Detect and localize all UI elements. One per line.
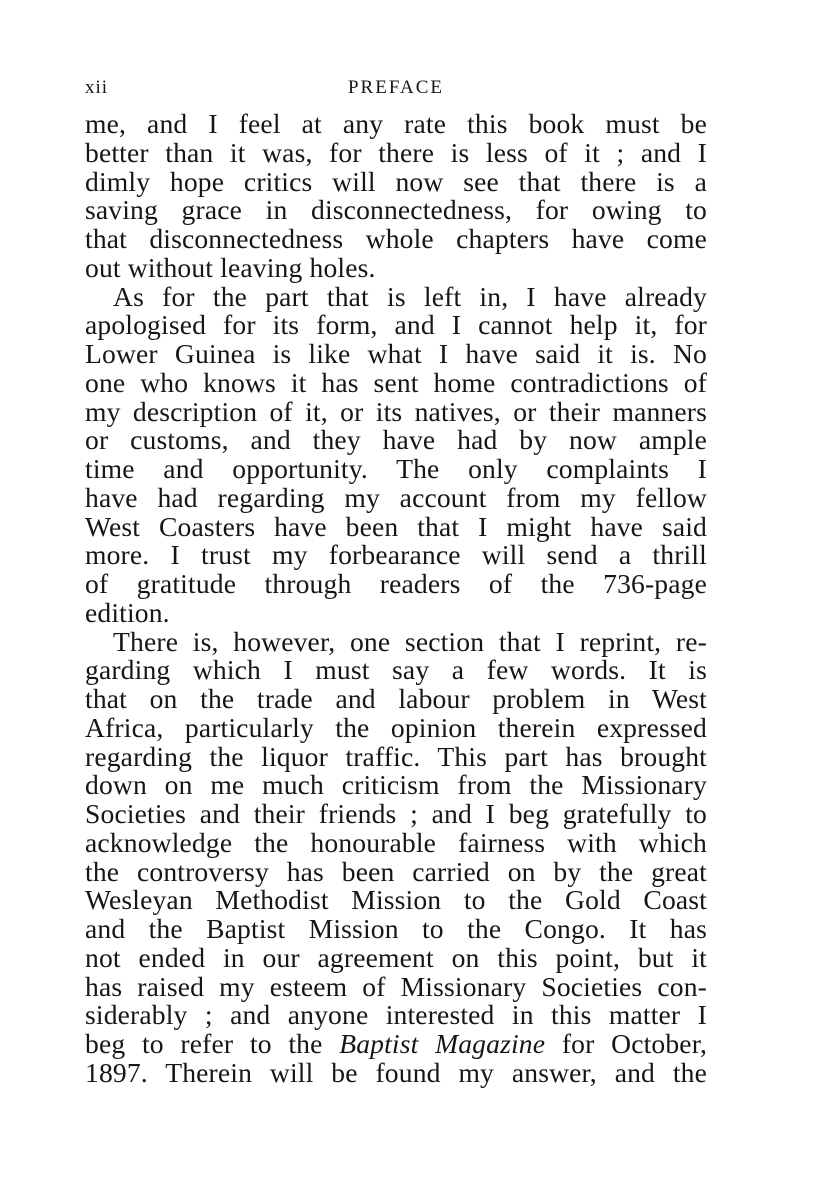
text-line: There is, however, one section that I reprint, re- <box>113 625 707 657</box>
text-line: the controversy has been carried on by the great <box>85 855 707 887</box>
text-line: saving grace in disconnectedness, for owing to <box>85 194 707 226</box>
preface-body <box>85 110 707 1088</box>
text-line: garding which I must say a few words. It is <box>85 654 707 686</box>
text-line: As for the part that is left in, I have already <box>113 280 707 312</box>
text-line: Wesleyan Methodist Mission to the Gold Coast <box>85 884 707 916</box>
text-line: acknowledge the honourable fairness with which <box>85 826 707 858</box>
text-line: that disconnectedness whole chapters have come <box>85 223 707 254</box>
text-line: not ended in our agreement on this point, but it <box>85 941 707 973</box>
italic-title: Baptist Magazine <box>339 1028 546 1059</box>
text-line: edition. <box>85 596 170 628</box>
text-line: or customs, and they have had by now ample <box>85 424 707 456</box>
text-line: more. I trust my forbearance will send a thrill <box>85 539 707 571</box>
text-line: out without leaving holes. <box>85 251 376 283</box>
text-line: of gratitude through readers of the 736-page <box>85 568 707 599</box>
text-line: 1897. Therein will be found my answer, and the <box>85 1056 707 1088</box>
book-page <box>85 70 707 1110</box>
text-line: that on the trade and labour problem in West <box>85 683 707 714</box>
text-line: and the Baptist Mission to the Congo. It has <box>85 913 707 944</box>
text-line <box>85 1030 707 1059</box>
running-title: PREFACE <box>347 77 444 98</box>
text-line: Societies and their friends ; and I beg gratefully to <box>85 798 707 829</box>
text-line: down on me much criticism from the Missionary <box>85 769 707 801</box>
text-line: me, and I feel at any rate this book must be <box>85 108 707 139</box>
running-head <box>85 70 707 110</box>
text-line: regarding the liquor traffic. This part has brought <box>85 740 707 772</box>
text-segment: for October, <box>545 1028 707 1059</box>
text-line: have had regarding my account from my fellow <box>85 481 707 513</box>
text-line: dimly hope critics will now see that there is a <box>85 165 707 197</box>
text-line: Lower Guinea is like what I have said it is. No <box>85 338 707 369</box>
text-line: Africa, particularly the opinion therein expressed <box>85 711 707 743</box>
text-line: better than it was, for there is less of it ; and I <box>85 136 707 168</box>
text-line: West Coasters have been that I might have said <box>85 510 707 542</box>
text-line: apologised for its form, and I cannot help it, for <box>85 309 707 341</box>
text-line: one who knows it has sent home contradictions of <box>85 366 707 398</box>
text-line: my description of it, or its natives, or their manners <box>85 395 707 427</box>
text-line: siderably ; and anyone interested in this matter I <box>85 999 707 1031</box>
page-number: xii <box>85 77 109 98</box>
text-line: has raised my esteem of Missionary Societies con- <box>85 970 707 1002</box>
text-line: time and opportunity. The only complaints I <box>85 453 707 484</box>
text-segment: beg to refer to the <box>85 1028 340 1059</box>
